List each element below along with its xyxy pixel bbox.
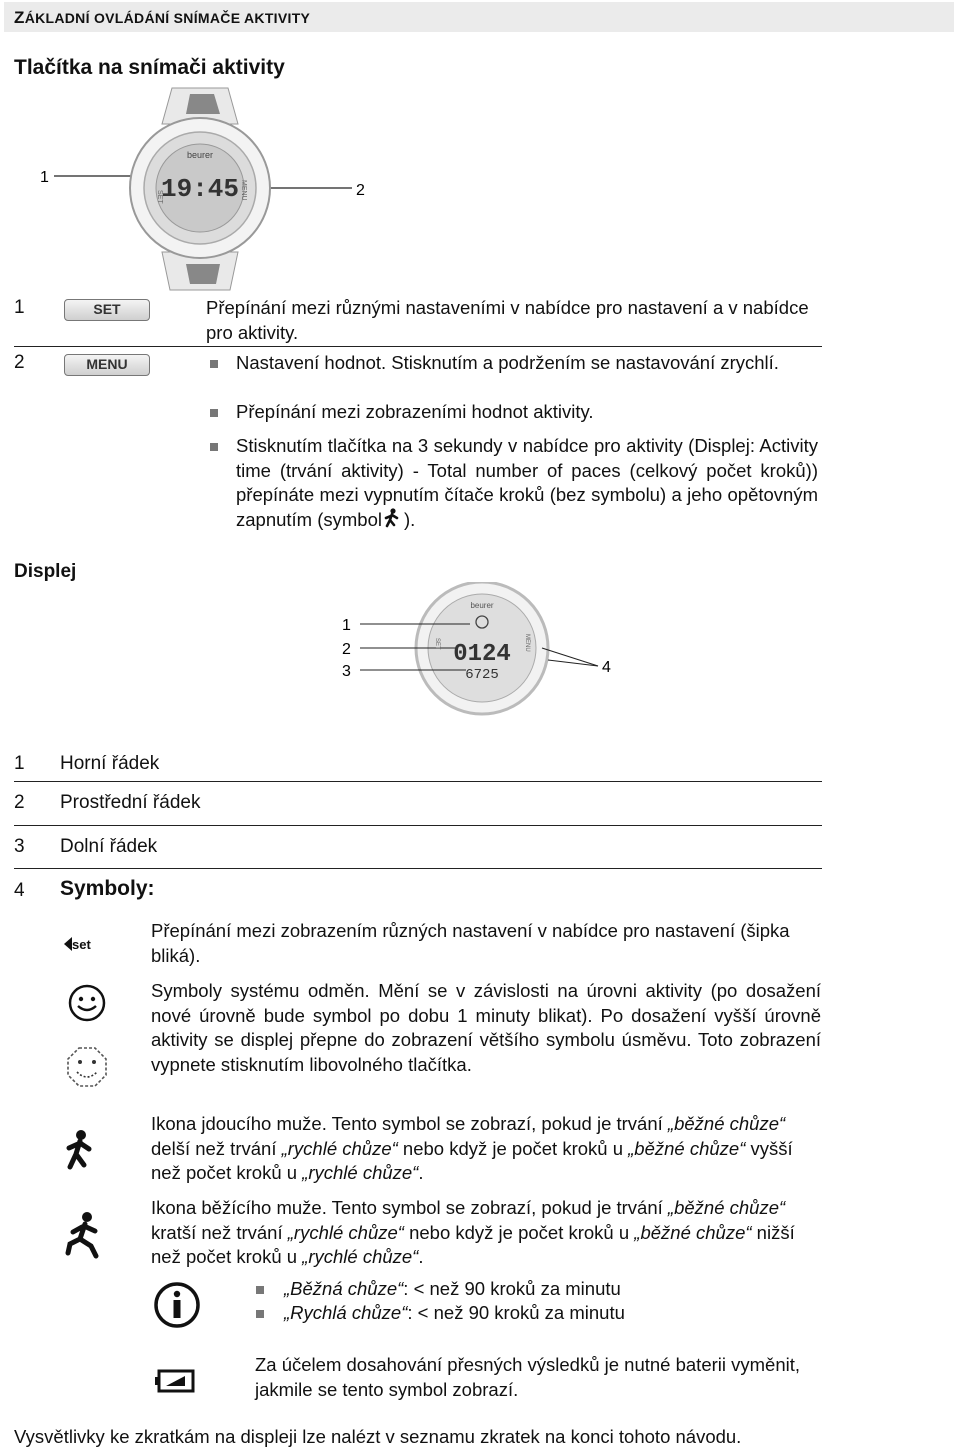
walking-text-4: vyšší než počet kroků u	[151, 1137, 793, 1183]
display-row-3-label: Dolní řádek	[60, 836, 158, 857]
info-bullet-1	[284, 1277, 804, 1302]
walking-text-3: nebo když je počet kroků u	[397, 1137, 629, 1159]
menu-bullet-3-text: Stisknutím tlačítka na 3 sekundy v nabídce pro aktivity (Displej: Activity time (trvání aktivity) - Total number of paces (celkový počet kroků)) přepínáte mezi vypnutím čítače kroků (bez symbolu) a jeho opětovným zapnutím (symbol	[236, 435, 818, 530]
set-arrow-icon-text: set	[72, 937, 91, 952]
display-menu-key: MENU	[524, 634, 530, 652]
menu-bullet-2: Přepínání mezi zobrazeními hodnot aktivity.	[236, 401, 594, 422]
walking-em-1: „běžné chůze“	[667, 1113, 786, 1134]
display-callout-3: 3	[342, 663, 351, 680]
display-row-1-label: Horní řádek	[60, 753, 160, 774]
walking-em-4: „rychlé chůze“	[302, 1162, 419, 1183]
info-bullet-2-em: „Rychlá chůze“	[284, 1302, 408, 1323]
menu-bullet-1: Nastavení hodnot. Stisknutím a podržením se nastavování zrychlí.	[236, 352, 779, 373]
smiley-icon	[66, 982, 108, 1024]
display-row-2-number: 2	[14, 792, 25, 813]
info-icon	[152, 1280, 202, 1330]
watch-callout-1: 1	[40, 169, 49, 186]
running-description	[151, 1196, 821, 1270]
menu-bullet-3	[236, 434, 818, 532]
display-callout-2: 2	[342, 641, 351, 658]
bullet-square	[256, 1310, 264, 1318]
display-row-4-number: 4	[14, 880, 25, 901]
divider	[14, 346, 822, 347]
info-bullet-1-em: „Běžná chůze“	[284, 1278, 404, 1299]
set-key-description: Přepínání mezi různými nastaveními v nabídce pro nastavení a v nabídce pro aktivity.	[206, 297, 809, 343]
big-smile-icon	[64, 1044, 110, 1090]
bullet-square	[210, 360, 218, 368]
display-row-3-number: 3	[14, 836, 25, 857]
walking-text-5: .	[418, 1162, 424, 1183]
section-title: Tlačítka na snímači aktivity	[14, 56, 285, 79]
divider	[14, 781, 822, 782]
divider	[14, 825, 822, 826]
walking-description	[151, 1112, 821, 1186]
display-middle-value: 0124	[453, 641, 511, 668]
menu-key-icon: MENU	[64, 354, 150, 376]
divider	[14, 868, 822, 869]
display-bottom-value: 6725	[465, 667, 499, 683]
battery-icon	[154, 1366, 200, 1396]
running-text-5: .	[418, 1246, 424, 1267]
running-em-1: „běžné chůze“	[667, 1197, 786, 1218]
info-bullet-2	[284, 1301, 804, 1326]
info-bullet-1-rest: : < než 90 kroků za minutu	[403, 1278, 621, 1299]
watch-brand: beurer	[186, 150, 214, 160]
walking-em-2: „rychlé chůze“	[281, 1137, 398, 1159]
running-text-3: nebo když je počet kroků u	[403, 1221, 635, 1243]
walking-text-1: Ikona jdoucího muže. Tento symbol se zobrazí, pokud je trvání	[151, 1113, 668, 1134]
info-bullet-2-rest: : < než 90 kroků za minutu	[407, 1302, 625, 1323]
set-arrow-description: Přepínání mezi zobrazením různých nastavení v nabídce pro nastavení (šipka bliká).	[151, 920, 790, 966]
walker-inline-icon	[382, 508, 404, 526]
watch-callout-2: 2	[356, 182, 365, 199]
set-key-icon: SET	[64, 299, 150, 321]
display-title: Displej	[14, 561, 77, 582]
watch-illustration	[30, 84, 390, 294]
display-illustration	[330, 582, 630, 722]
battery-description: Za účelem dosahování přesných výsledků je nutné baterii vyměnit, jakmile se tento symbol zobrazí.	[255, 1354, 801, 1400]
header-title-initial: Z	[14, 8, 25, 27]
page-header-title	[14, 8, 310, 28]
watch-set-key: SET	[156, 190, 163, 204]
running-text-4: nižší než počet kroků u	[151, 1221, 795, 1267]
running-man-icon	[64, 1210, 104, 1260]
button-row-2-number: 2	[14, 352, 25, 373]
display-row-4-label: Symboly:	[60, 877, 155, 900]
display-callout-1: 1	[342, 617, 351, 634]
running-text-1: Ikona běžícího muže. Tento symbol se zobrazí, pokud je trvání	[151, 1197, 668, 1218]
set-arrow-icon	[62, 930, 102, 958]
walking-text-2: delší než trvání	[151, 1137, 282, 1159]
watch-menu-key: MENU	[240, 180, 247, 201]
display-row-2-label: Prostřední řádek	[60, 792, 201, 813]
watch-time: 19:45	[160, 174, 240, 204]
running-em-2: „rychlé chůze“	[287, 1221, 404, 1243]
display-callout-4: 4	[602, 659, 611, 676]
bullet-square	[210, 443, 218, 451]
walking-em-3: „běžné chůze“	[628, 1137, 746, 1159]
running-text-2: kratší než trvání	[151, 1221, 288, 1243]
display-set-key: SET	[434, 638, 440, 650]
reward-description: Symboly systému odměn. Mění se v závislosti na úrovni aktivity (po dosažení nové úrovně bude symbol po dobu 1 minuty blikat). Po dosažení vyšší úrovně aktivity se displej přepne do zobrazení většího symbolu úsměvu. Toto zobrazení vypnete stisknutím libovolného tlačítka.	[151, 980, 821, 1075]
bullet-square	[210, 409, 218, 417]
running-em-3: „běžné chůze“	[634, 1221, 752, 1243]
header-title-rest: ÁKLADNÍ OVLÁDÁNÍ SNÍMAČE AKTIVITY	[24, 10, 311, 26]
bullet-square	[256, 1286, 264, 1294]
button-row-1-number: 1	[14, 297, 25, 318]
display-brand: beurer	[470, 601, 494, 610]
footer-note: Vysvětlivky ke zkratkám na displeji lze nalézt v seznamu zkratek na konci tohoto návodu.	[14, 1426, 742, 1447]
walking-man-icon	[62, 1128, 96, 1172]
display-row-1-number: 1	[14, 753, 25, 774]
running-em-4: „rychlé chůze“	[302, 1246, 419, 1267]
menu-bullet-3-tail: ).	[404, 508, 416, 530]
